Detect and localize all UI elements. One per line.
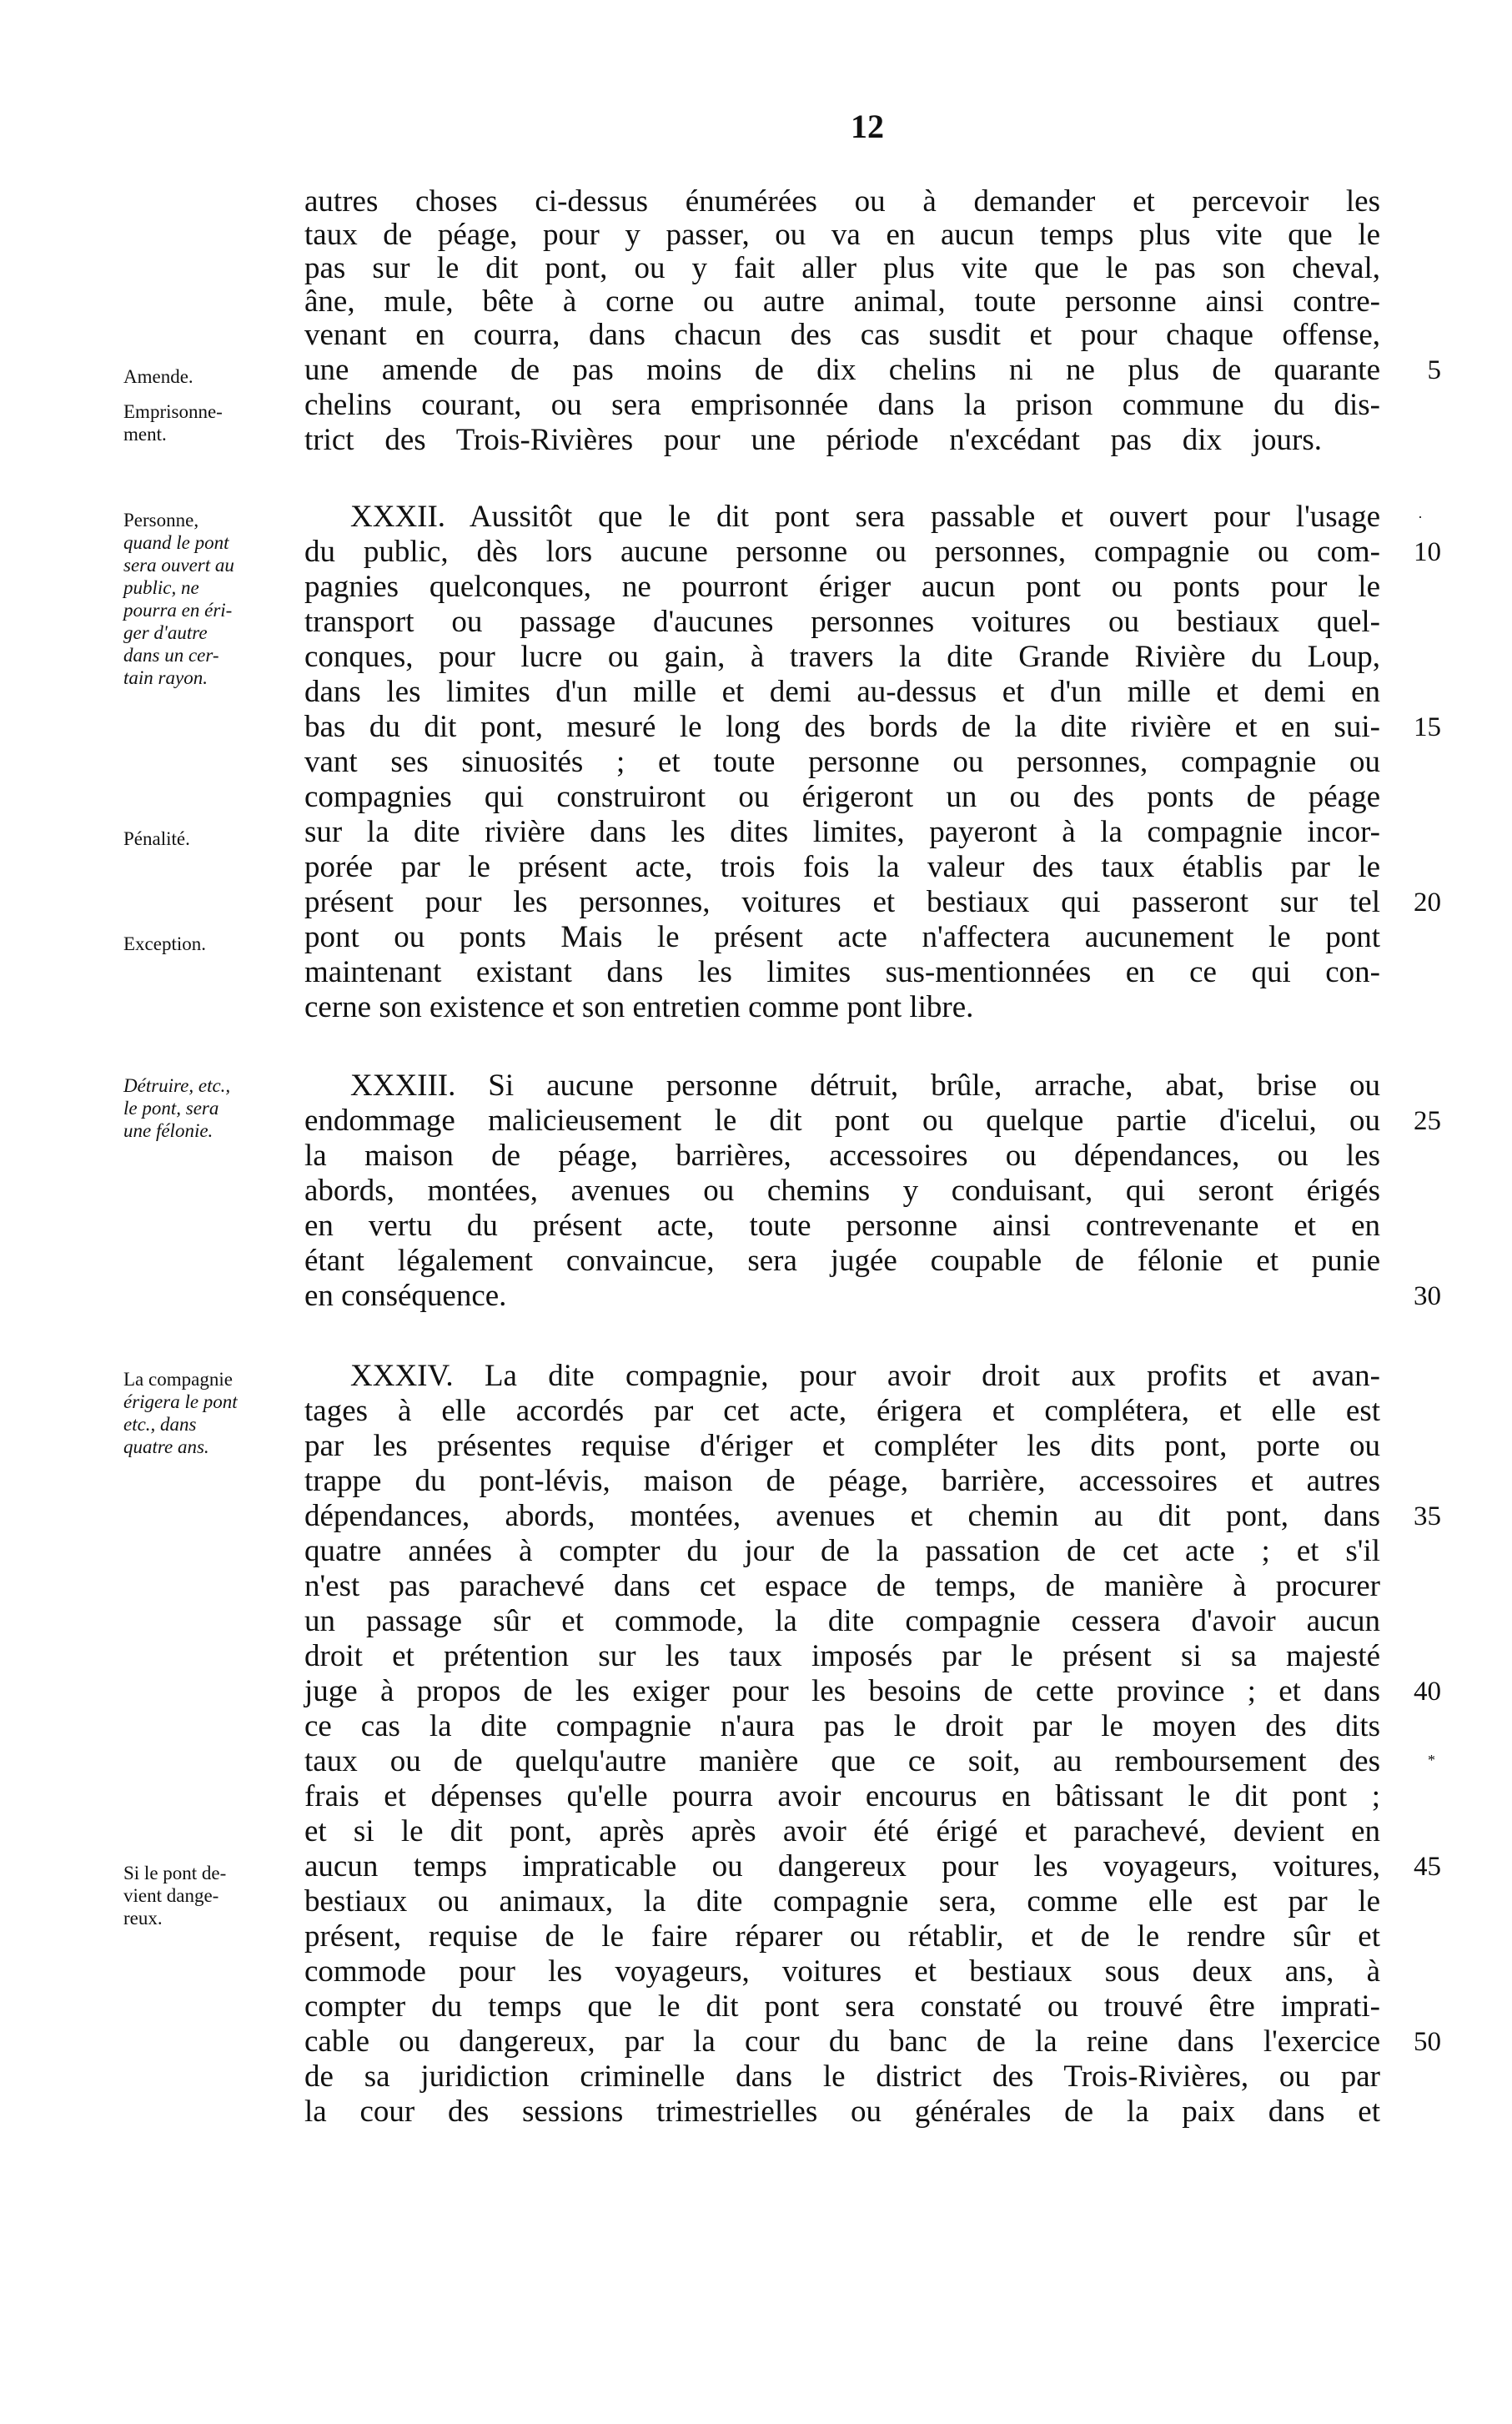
body-line: bestiaux ou animaux, la dite compagnie sera, comme elle est par le <box>304 1884 1380 1919</box>
line-number: 10 <box>1414 537 1441 567</box>
body-line: porée par le présent acte, trois fois la valeur des taux établis par le <box>304 850 1380 884</box>
line-number: 40 <box>1414 1677 1441 1707</box>
side-note-compagnie-2: érigera le pont <box>123 1391 238 1412</box>
body-line: par les présentes requise d'ériger et compléter les dits pont, porte ou <box>304 1429 1380 1463</box>
side-note-personne-2: quand le pont <box>123 532 229 553</box>
body-line: pas sur le dit pont, ou y fait aller plus vite que le pas son cheval, <box>304 251 1380 285</box>
side-note-personne-3: sera ouvert au <box>123 555 234 576</box>
body-line: du public, dès lors aucune personne ou personnes, compagnie ou com- <box>304 535 1380 569</box>
body-line: dans les limites d'un mille et demi au-dessus et d'un mille et demi en <box>304 675 1380 709</box>
body-line: quatre années à compter du jour de la passation de cet acte ; et s'il <box>304 1534 1380 1568</box>
body-line: tages à elle accordés par cet acte, érigera et complétera, et elle est <box>304 1394 1380 1428</box>
body-line: autres choses ci-dessus énumérées ou à demander et percevoir les <box>304 184 1380 219</box>
body-line: sur la dite rivière dans les dites limites, payeront à la compagnie incor- <box>304 815 1380 849</box>
side-note-amende: Amende. <box>123 366 193 387</box>
body-line: vant ses sinuosités ; et toute personne ou personnes, compagnie ou <box>304 745 1380 779</box>
body-line: en conséquence. <box>304 1279 507 1313</box>
body-line: pont ou ponts Mais le présent acte n'affectera aucunement le pont <box>304 920 1380 954</box>
side-note-detruire-2: le pont, sera <box>123 1098 219 1119</box>
line-number: 15 <box>1414 712 1441 742</box>
side-note-personne-8: tain rayon. <box>123 667 208 688</box>
body-line: commode pour les voyageurs, voitures et bestiaux sous deux ans, à <box>304 1954 1380 1989</box>
body-line: transport ou passage d'aucunes personnes voitures ou bestiaux quel- <box>304 605 1380 639</box>
body-line: juge à propos de les exiger pour les besoins de cette province ; et dans <box>304 1674 1380 1708</box>
body-line: n'est pas parachevé dans cet espace de temps, de manière à procurer <box>304 1569 1380 1603</box>
line-number: 45 <box>1414 1852 1441 1882</box>
line-number: 50 <box>1414 2027 1441 2057</box>
body-line: taux de péage, pour y passer, ou va en aucun temps plus vite que le <box>304 218 1380 252</box>
side-note-detruire-1: Détruire, etc., <box>123 1075 231 1096</box>
body-line: cable ou dangereux, par la cour du banc de la reine dans l'exercice <box>304 2024 1380 2059</box>
body-line: trict des Trois-Rivières pour une période n'excédant pas dix jours. <box>304 423 1322 457</box>
body-line: venant en courra, dans chacun des cas susdit et pour chaque offense, <box>304 318 1380 352</box>
body-line: cerne son existence et son entretien comme pont libre. <box>304 990 974 1024</box>
side-note-exception: Exception. <box>123 933 206 954</box>
body-line: bas du dit pont, mesuré le long des bords de la dite rivière et en sui- <box>304 710 1380 744</box>
body-line: âne, mule, bête à corne ou autre animal, toute personne ainsi contre- <box>304 284 1380 319</box>
body-line: droit et prétention sur les taux imposés par le présent si sa majesté <box>304 1639 1380 1673</box>
body-line: conques, pour lucre ou gain, à travers la dite Grande Rivière du Loup, <box>304 640 1380 674</box>
body-line: de sa juridiction criminelle dans le district des Trois-Rivières, ou par <box>304 2059 1380 2094</box>
body-line: maintenant existant dans les limites sus-mentionnées en ce qui con- <box>304 955 1380 989</box>
body-line: abords, montées, avenues ou chemins y conduisant, qui seront érigés <box>304 1174 1380 1208</box>
line-number: 35 <box>1414 1501 1441 1531</box>
side-note-dangereux-2: vient dange- <box>123 1885 219 1906</box>
body-line: une amende de pas moins de dix chelins ni ne plus de quarante <box>304 353 1380 387</box>
line-number: 5 <box>1427 355 1441 385</box>
side-note-emprisonnement-1: Emprisonne- <box>123 401 223 422</box>
side-note-personne-7: dans un cer- <box>123 645 219 666</box>
body-line: la maison de péage, barrières, accessoires ou dépendances, ou les <box>304 1139 1380 1173</box>
body-line: présent, requise de le faire réparer ou rétablir, et de le rendre sûr et <box>304 1919 1380 1954</box>
side-note-compagnie-4: quatre ans. <box>123 1436 209 1457</box>
margin-asterisk: * <box>1428 1752 1435 1768</box>
body-line: aucun temps impraticable ou dangereux pour les voyageurs, voitures, <box>304 1849 1380 1883</box>
page-number: 12 <box>851 108 884 145</box>
body-line: un passage sûr et commode, la dite compagnie cessera d'avoir aucun <box>304 1604 1380 1638</box>
body-line: présent pour les personnes, voitures et bestiaux qui passeront sur tel <box>304 885 1380 919</box>
side-note-personne-5: pourra en éri- <box>123 600 233 621</box>
body-line: compter du temps que le dit pont sera constaté ou trouvé être imprati- <box>304 1989 1380 2024</box>
body-line: chelins courant, ou sera emprisonnée dans la prison commune du dis- <box>304 388 1380 422</box>
side-note-personne-4: public, ne <box>123 577 199 598</box>
line-number: 25 <box>1414 1106 1441 1136</box>
side-note-emprisonnement-2: ment. <box>123 424 167 445</box>
body-line: la cour des sessions trimestrielles ou générales de la paix dans et <box>304 2095 1380 2129</box>
line-number: 20 <box>1414 888 1441 918</box>
body-line: compagnies qui construiront ou érigeront un ou des ponts de péage <box>304 780 1380 814</box>
body-line: trappe du pont-lévis, maison de péage, barrière, accessoires et autres <box>304 1464 1380 1498</box>
body-line: dépendances, abords, montées, avenues et chemin au dit pont, dans <box>304 1499 1380 1533</box>
body-line: taux ou de quelqu'autre manière que ce soit, au remboursement des <box>304 1744 1380 1778</box>
side-note-compagnie-1: La compagnie <box>123 1369 233 1390</box>
section-xxxiii-first-line: XXXIII. Si aucune personne détruit, brûle, arrache, abat, brise ou <box>350 1069 1380 1103</box>
body-line: pagnies quelconques, ne pourront ériger aucun pont ou ponts pour le <box>304 570 1380 604</box>
side-note-penalite: Pénalité. <box>123 828 190 849</box>
body-line: et si le dit pont, après après avoir été érigé et parachevé, devient en <box>304 1814 1380 1848</box>
body-line: frais et dépenses qu'elle pourra avoir encourus en bâtissant le dit pont ; <box>304 1779 1380 1813</box>
side-note-personne-1: Personne, <box>123 510 199 531</box>
side-note-compagnie-3: etc., dans <box>123 1414 197 1435</box>
section-xxxiv-first-line: XXXIV. La dite compagnie, pour avoir droit aux profits et avan- <box>350 1359 1380 1393</box>
body-line: ce cas la dite compagnie n'aura pas le droit par le moyen des dits <box>304 1709 1380 1743</box>
side-note-dangereux-1: Si le pont de- <box>123 1863 227 1883</box>
side-note-detruire-3: une félonie. <box>123 1120 213 1141</box>
side-note-personne-6: ger d'autre <box>123 622 208 643</box>
body-line: étant légalement convaincue, sera jugée coupable de félonie et punie <box>304 1244 1380 1278</box>
section-xxxii-first-line: XXXII. Aussitôt que le dit pont sera passable et ouvert pour l'usage <box>350 500 1380 534</box>
line-number: 30 <box>1414 1281 1441 1311</box>
body-line: en vertu du présent acte, toute personne ainsi contrevenante et en <box>304 1209 1380 1243</box>
margin-dot: · <box>1418 509 1423 526</box>
side-note-dangereux-3: reux. <box>123 1908 163 1929</box>
body-line: endommage malicieusement le dit pont ou quelque partie d'icelui, ou <box>304 1104 1380 1138</box>
